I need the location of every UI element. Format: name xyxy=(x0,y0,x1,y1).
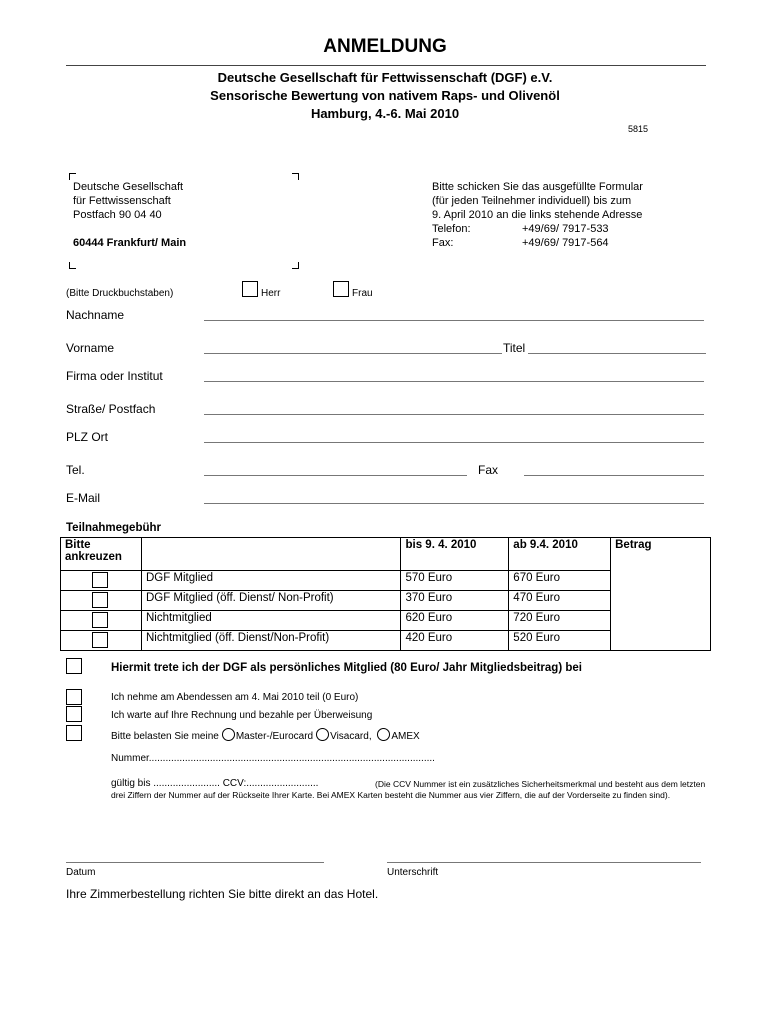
fee-category: Nichtmitglied xyxy=(141,611,401,631)
fax-field[interactable] xyxy=(524,475,704,476)
card-number-line[interactable]: Nummer....................................................................................................... xyxy=(111,753,435,764)
firma-label: Firma oder Institut xyxy=(66,369,163,383)
vorname-label: Vorname xyxy=(66,341,115,355)
mastercard-radio[interactable] xyxy=(222,728,235,741)
fee-early: 570 Euro xyxy=(401,571,509,591)
address-line: Deutsche Gesellschaft xyxy=(73,181,184,193)
visa-radio[interactable] xyxy=(316,728,329,741)
tel-field[interactable] xyxy=(204,475,467,476)
fee-early: 420 Euro xyxy=(401,631,509,651)
hotel-note: Ihre Zimmerbestellung richten Sie bitte direkt an das Hotel. xyxy=(66,887,379,901)
fees-heading: Teilnahmegebühr xyxy=(66,522,161,534)
email-label: E-Mail xyxy=(66,491,101,505)
membership-checkbox[interactable] xyxy=(66,658,82,674)
instruction-line: Bitte schicken Sie das ausgefüllte Formular xyxy=(432,181,643,193)
credit-card-options xyxy=(111,728,420,742)
signature-label: Unterschrift xyxy=(387,867,439,878)
fee-late: 670 Euro xyxy=(509,571,611,591)
membership-text: Hiermit trete ich der DGF als persönliches Mitglied (80 Euro/ Jahr Mitgliedsbeitrag) bei xyxy=(111,662,582,674)
email-field[interactable] xyxy=(204,503,704,504)
address-corner-top-right xyxy=(292,173,299,180)
credit-card-checkbox[interactable] xyxy=(66,725,82,741)
fee-checkbox-member-nonprofit[interactable] xyxy=(92,592,108,608)
instruction-line: (für jeden Teilnehmer individuell) bis zum xyxy=(432,195,632,207)
event-location-date: Hamburg, 4.-6. Mai 2010 xyxy=(310,106,460,121)
col-check-header: Bitte ankreuzen xyxy=(61,538,142,571)
visa-label: Visacard, xyxy=(330,731,372,742)
fee-check-cell[interactable] xyxy=(61,631,142,651)
fax-row xyxy=(432,236,712,250)
tel-label: Tel. xyxy=(66,463,85,477)
firma-field[interactable] xyxy=(204,381,704,382)
fax-number: +49/69/ 7917-564 xyxy=(522,237,609,249)
col-early-header: bis 9. 4. 2010 xyxy=(401,538,509,571)
nachname-field[interactable] xyxy=(204,320,704,321)
fee-early: 620 Euro xyxy=(401,611,509,631)
address-corner-bottom-left xyxy=(69,262,76,269)
fee-check-cell[interactable] xyxy=(61,571,142,591)
fee-late: 520 Euro xyxy=(509,631,611,651)
col-late-header: ab 9.4. 2010 xyxy=(509,538,611,571)
amex-radio[interactable] xyxy=(377,728,390,741)
signature-field[interactable] xyxy=(387,862,701,863)
event-name: Sensorische Bewertung von nativem Raps- und Olivenöl xyxy=(210,88,560,103)
frau-checkbox[interactable] xyxy=(333,281,349,297)
fax-field-label: Fax xyxy=(478,463,499,477)
amex-label: AMEX xyxy=(391,731,420,742)
fee-category: DGF Mitglied xyxy=(141,571,401,591)
phone-number: +49/69/ 7917-533 xyxy=(522,223,609,235)
fee-checkbox-member[interactable] xyxy=(92,572,108,588)
submission-instructions xyxy=(432,180,712,250)
address-line: für Fettwissenschaft xyxy=(73,195,171,207)
fee-checkbox-nonmember-nonprofit[interactable] xyxy=(92,632,108,648)
phone-row xyxy=(432,222,712,236)
invoice-checkbox[interactable] xyxy=(66,706,82,722)
address-corner-bottom-right xyxy=(292,262,299,269)
plz-ort-label: PLZ Ort xyxy=(66,430,109,444)
plz-ort-field[interactable] xyxy=(204,442,704,443)
phone-label: Telefon: xyxy=(432,223,471,235)
fee-check-cell[interactable] xyxy=(61,591,142,611)
date-label: Datum xyxy=(66,867,96,878)
herr-label: Herr xyxy=(261,288,281,299)
fee-early: 370 Euro xyxy=(401,591,509,611)
fee-checkbox-nonmember[interactable] xyxy=(92,612,108,628)
strasse-label: Straße/ Postfach xyxy=(66,402,156,416)
mastercard-label: Master-/Eurocard xyxy=(235,731,314,742)
organization-name: Deutsche Gesellschaft für Fettwissenschaft (DGF) e.V. xyxy=(217,70,553,85)
strasse-field[interactable] xyxy=(204,414,704,415)
titel-field[interactable] xyxy=(528,353,706,354)
fee-late: 470 Euro xyxy=(509,591,611,611)
address-line: Postfach 90 04 40 xyxy=(73,209,162,221)
fees-table xyxy=(60,537,711,651)
invoice-text: Ich warte auf Ihre Rechnung und bezahle per Überweisung xyxy=(111,710,373,721)
fees-header-row xyxy=(61,538,711,571)
date-field[interactable] xyxy=(66,862,324,863)
recipient-address xyxy=(73,180,183,222)
herr-checkbox[interactable] xyxy=(242,281,258,297)
fee-check-cell[interactable] xyxy=(61,611,142,631)
fax-label: Fax: xyxy=(432,237,454,249)
page-title: ANMELDUNG xyxy=(323,36,447,57)
address-city: 60444 Frankfurt/ Main xyxy=(73,237,187,249)
fee-late: 720 Euro xyxy=(509,611,611,631)
ccv-note: (Die CCV Nummer ist ein zusätzliches Sicherheitsmerkmal und besteht aus dem letzten drei Ziffern der Nummer auf der Rückseite Ihrer Karte. Bei AMEX Karten besteht die Nummer aus vier Ziffern, die auf der Vorderseite zu finden sind). xyxy=(111,779,706,800)
card-valid-line[interactable]: gültig bis ........................ CCV:.......................... xyxy=(111,778,319,789)
card-prefix: Bitte belasten Sie meine xyxy=(111,731,219,742)
dinner-checkbox[interactable] xyxy=(66,689,82,705)
title-divider xyxy=(66,65,706,66)
fee-category: Nichtmitglied (öff. Dienst/Non-Profit) xyxy=(141,631,401,651)
form-number: 5815 xyxy=(628,124,649,134)
instruction-line: 9. April 2010 an die links stehende Adresse xyxy=(432,209,643,221)
nachname-label: Nachname xyxy=(66,308,125,322)
fee-category: DGF Mitglied (öff. Dienst/ Non-Profit) xyxy=(141,591,401,611)
dinner-text: Ich nehme am Abendessen am 4. Mai 2010 teil (0 Euro) xyxy=(111,692,359,703)
vorname-field[interactable] xyxy=(204,353,502,354)
col-category-header xyxy=(141,538,401,571)
address-corner-top-left xyxy=(69,173,76,180)
frau-label: Frau xyxy=(352,288,373,299)
col-amount-header[interactable]: Betrag xyxy=(611,538,711,651)
titel-label: Titel xyxy=(503,341,526,355)
print-hint: (Bitte Druckbuchstaben) xyxy=(66,288,174,299)
